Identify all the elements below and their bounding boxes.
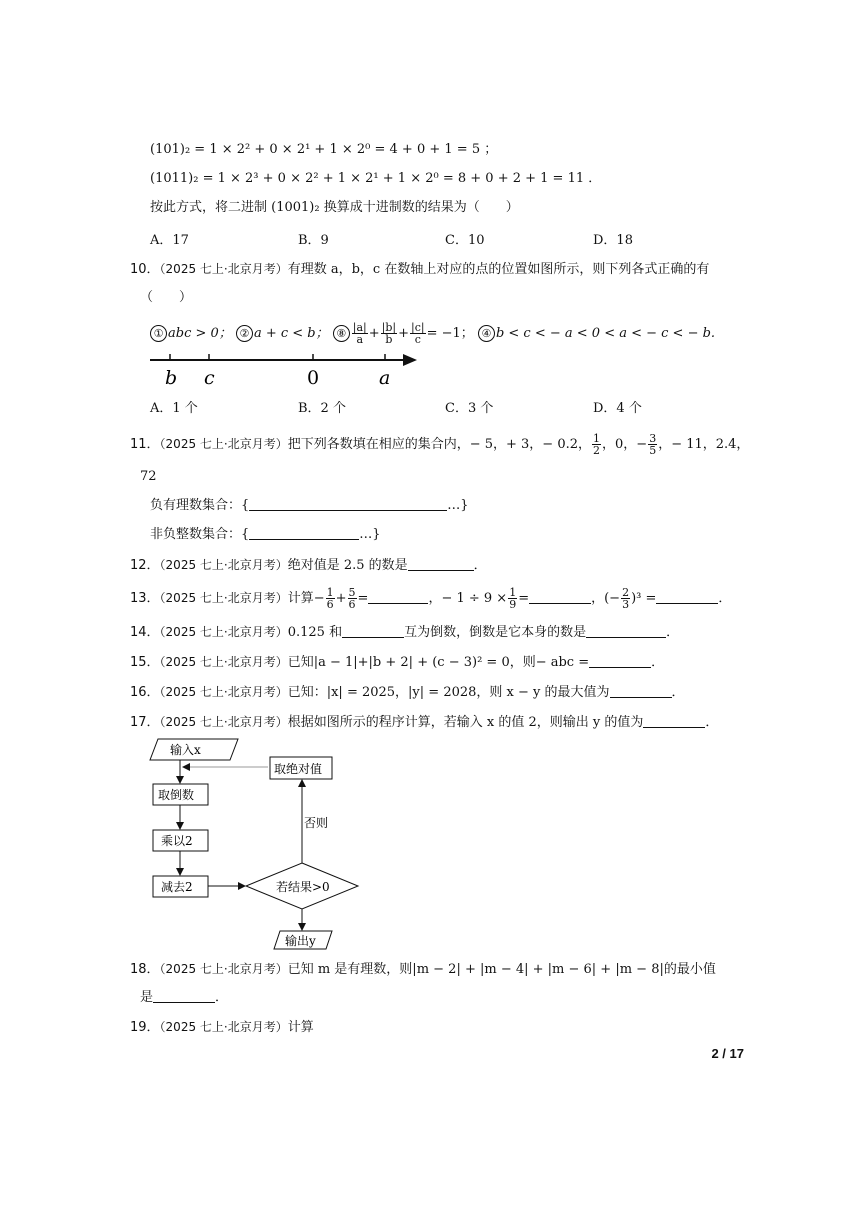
answer-blank[interactable] xyxy=(589,654,651,668)
nonnegative-integer-set: 非负整数集合：{ …} xyxy=(150,527,381,542)
svg-text:取绝对值: 取绝对值 xyxy=(274,762,323,776)
question-9-prompt: 按此方式，将二进制 (1001)₂ 换算成十进制数的结果为（ ） xyxy=(150,200,519,215)
answer-blank[interactable] xyxy=(368,590,428,604)
question-text: 有理数 a，b，c 在数轴上对应的点的位置如图所示，则下列各式正确的有 xyxy=(287,262,710,277)
q9-option-c: C．10 xyxy=(445,233,485,248)
answer-blank[interactable] xyxy=(153,989,215,1003)
q10-option-d: D．4 个 xyxy=(593,401,642,416)
circled-1: ① xyxy=(150,325,167,342)
stmt-4: b < c < − a < 0 < a < − c < − b. xyxy=(495,326,716,341)
svg-text:若结果>0: 若结果>0 xyxy=(276,880,330,894)
question-11: 11．（2025 七上·北京月考）把下列各数填在相应的集合内，− 5，+ 3，− 0.2， $\frac{1}{2}$ ，0，− $\frac{3}{5}$ ，− 11，2.4， xyxy=(130,432,750,457)
question-14: 14．（2025 七上·北京月考）0.125 和 互为倒数，倒数是它本身的数是 ． xyxy=(130,625,680,640)
question-15: 15．（2025 七上·北京月考）已知|a − 1|+|b + 2| + (c − 3)² = 0，则− abc = ． xyxy=(130,655,665,670)
question-16: 16．（2025 七上·北京月考）已知：|x| = 2025，|y| = 2028，则 x − y 的最大值为 ． xyxy=(130,685,685,700)
stmt-1: abc > 0； xyxy=(168,326,232,341)
question-13: 13．（2025 七上·北京月考）计算− $\frac{1}{6}$ + $\frac{5}{6}$ = ，− 1 ÷ 9 × $\frac{1}{9}$ = ，(− $\frac{2}{3}$ )³ = ． xyxy=(130,586,732,611)
answer-blank[interactable] xyxy=(656,590,718,604)
program-flowchart xyxy=(140,735,370,955)
stmt-3: = −1； xyxy=(426,326,474,341)
answer-blank[interactable] xyxy=(249,526,359,540)
q10-statements: ① abc > 0； ② a + c < b； ⑧ $\frac{|a|}{a}$ + $\frac{|b|}{b}$ + $\frac{|c|}{c}$ = −1； ④ b < c < − a < 0 < a < − c < − b. xyxy=(150,322,715,346)
question-number: 10． xyxy=(130,262,160,277)
frac-abs-c: $\frac{|c|}{c}$ xyxy=(411,321,425,346)
svg-text:乘以2: 乘以2 xyxy=(161,834,193,848)
binary-example-1: (101)₂ = 1 × 2² + 0 × 2¹ + 1 × 2⁰ = 4 + 0 + 1 = 5 ； xyxy=(150,142,498,157)
arrow-head-icon xyxy=(403,354,417,366)
answer-blank[interactable] xyxy=(610,684,672,698)
svg-text:减去2: 减去2 xyxy=(161,880,193,894)
question-source: （2025 七上·北京月考） xyxy=(159,262,288,276)
page-number: 2 / 17 xyxy=(711,1046,744,1061)
circled-3: ⑧ xyxy=(333,325,350,342)
q9-option-b: B．9 xyxy=(298,233,329,248)
question-19: 19．（2025 七上·北京月考）计算 xyxy=(130,1020,314,1035)
q10-option-c: C．3 个 xyxy=(445,401,494,416)
question-10 xyxy=(130,260,709,279)
circled-2: ② xyxy=(236,325,253,342)
label-b: b xyxy=(165,367,178,389)
label-a: a xyxy=(379,367,391,389)
output-label: 输出y xyxy=(285,934,316,948)
answer-blank[interactable] xyxy=(249,497,447,511)
q10-answer-paren: （ ） xyxy=(140,290,193,305)
question-12: 12．（2025 七上·北京月考）绝对值是 2.5 的数是 ． xyxy=(130,558,487,573)
answer-blank[interactable] xyxy=(342,624,404,638)
frac-one-half: $\frac{1}{2}$ xyxy=(593,432,601,457)
stmt-2: a + c < b； xyxy=(253,326,329,341)
number-line xyxy=(145,348,425,390)
else-label: 否则 xyxy=(304,816,329,830)
input-label: 输入x xyxy=(170,743,201,757)
q11-wrap: 72 xyxy=(140,469,157,484)
frac-abs-a: $\frac{|a|}{a}$ xyxy=(352,321,367,346)
answer-blank[interactable] xyxy=(529,590,591,604)
answer-blank[interactable] xyxy=(408,557,474,571)
svg-text:取倒数: 取倒数 xyxy=(158,788,195,802)
q9-option-a: A．17 xyxy=(150,233,189,248)
frac-abs-b: $\frac{|b|}{b}$ xyxy=(381,321,397,346)
answer-blank[interactable] xyxy=(586,624,666,638)
circled-4: ④ xyxy=(478,325,495,342)
answer-blank[interactable] xyxy=(643,714,705,728)
q18-wrap: 是 ． xyxy=(140,990,229,1005)
negative-rational-set: 负有理数集合：{ …} xyxy=(150,498,469,513)
question-17: 17．（2025 七上·北京月考）根据如图所示的程序计算，若输入 x 的值 2，则输出 y 的值为 ． xyxy=(130,715,719,730)
binary-example-2: (1011)₂ = 1 × 2³ + 0 × 2² + 1 × 2¹ + 1 × 2⁰ = 8 + 0 + 2 + 1 = 11 ． xyxy=(150,171,602,186)
q9-option-d: D．18 xyxy=(593,233,633,248)
question-18: 18．（2025 七上·北京月考）已知 m 是有理数，则|m − 2| + |m − 4| + |m − 6| + |m − 8|的最小值 xyxy=(130,962,716,977)
frac-three-fifths: $\frac{3}{5}$ xyxy=(649,432,657,457)
label-0: 0 xyxy=(307,367,320,389)
q10-option-b: B．2 个 xyxy=(298,401,346,416)
label-c: c xyxy=(204,367,215,389)
q10-option-a: A．1 个 xyxy=(150,401,198,416)
